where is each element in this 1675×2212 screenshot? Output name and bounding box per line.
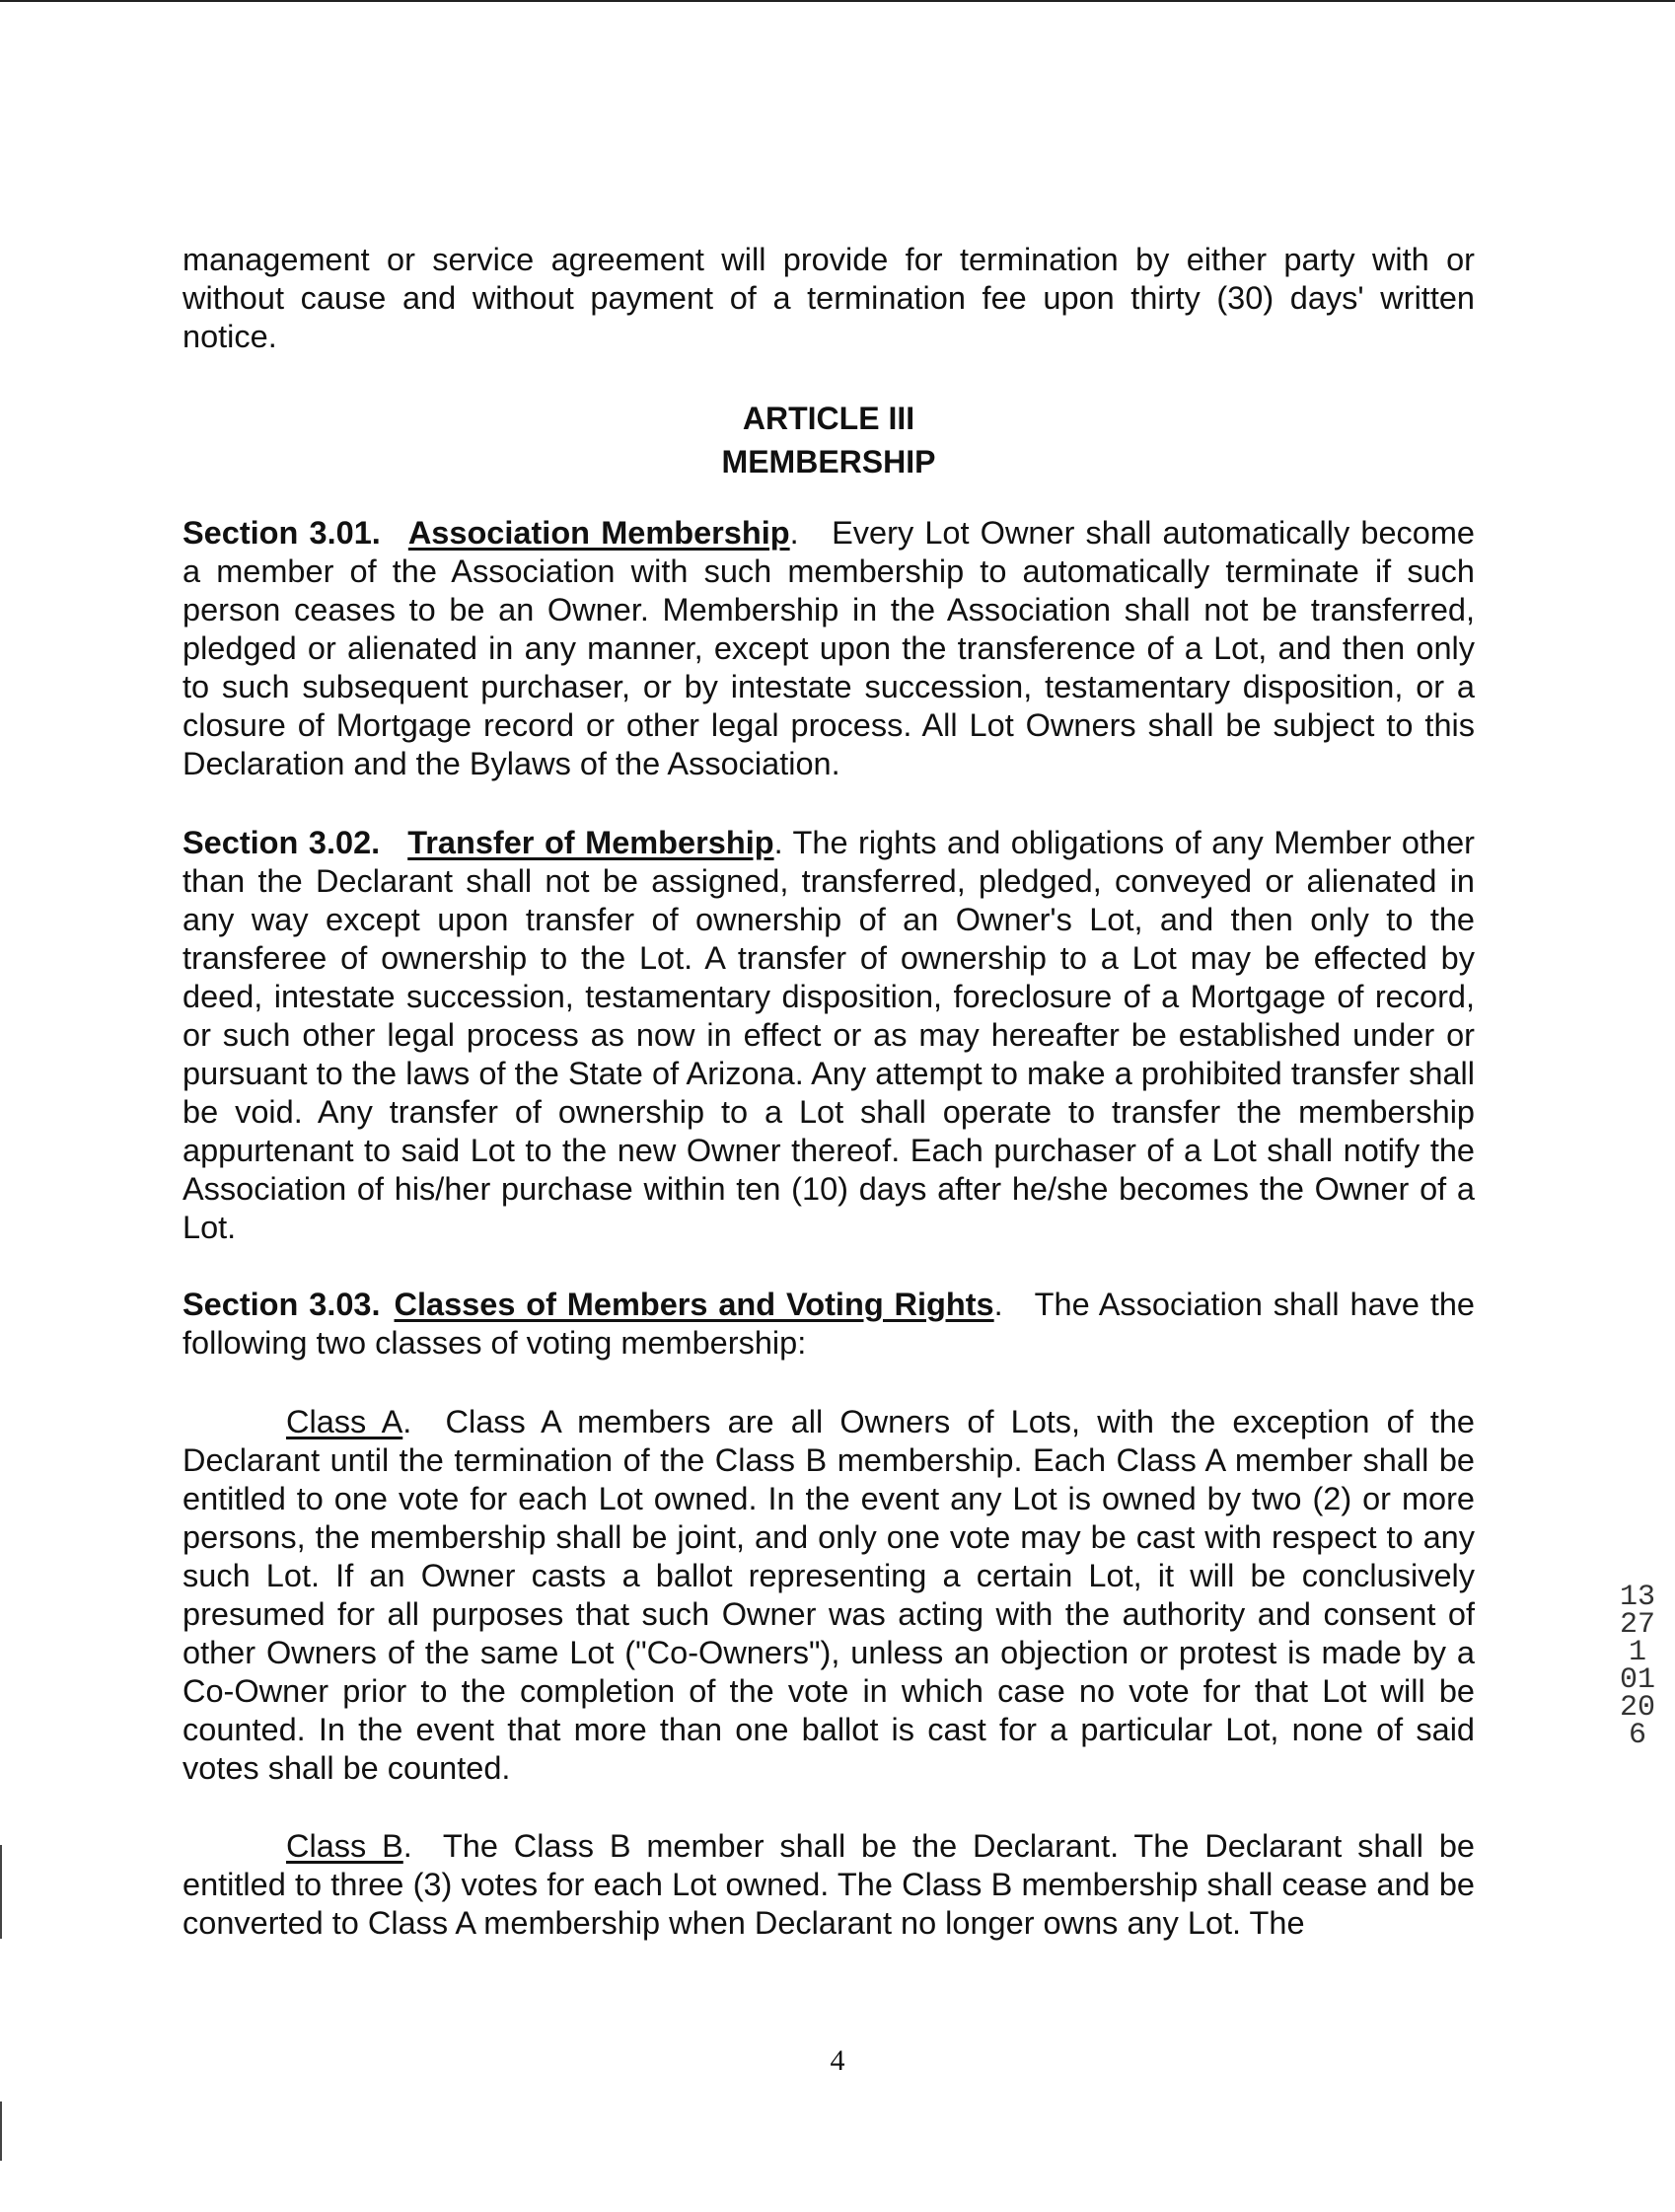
recording-number-stamp: 13271 01206 [1619,1581,1655,1752]
section-number: Section 3.01. [182,515,381,551]
class-body: The Class B member shall be the Declarant. The Declarant shall be entitled to three (3) votes for each Lot owned. The Class B membership shall cease and be converted to Class A membership when Declarant no longer owns any Lot. The [182,1828,1475,1941]
section-3-01: Section 3.01. Association Membership. Every Lot Owner shall automatically become a member of the Association with such membership to automatically terminate if such person ceases to be an Owner. Membership in the Association shall not be transferred, pledged or alienated in any manner, except upon the transference of a Lot, and then only to such subsequent purchaser, or by intestate succession, testamentary disposition, or a closure of Mortgage record or other legal process. All Lot Owners shall be subject to this Declaration and the Bylaws of the Association. [182,515,1475,781]
section-title: Association Membership [407,515,790,551]
top-scan-edge [0,0,1675,2]
section-3-02: Section 3.02. Transfer of Membership. The rights and obligations of any Member other than the Declarant shall not be assigned, transferred, pledged, conveyed or alienated in any way except upon transfer of ownership of an Owner's Lot, and then only to the transferee of ownership to the Lot. A transfer of ownership to a Lot may be effected by deed, intestate succession, testamentary disposition, foreclosure of a Mortgage of record, or such other legal process as now in effect or as may hereafter be established under or pursuant to the laws of the State of Arizona. Any attempt to make a prohibited transfer shall be void. Any transfer of ownership to a Lot shall operate to transfer the membership appurtenant to said Lot to the new Owner thereof. Each purchaser of a Lot shall notify the Association of his/her purchase within ten (10) days after he/she becomes the Owner of a Lot. [182,825,1475,1245]
section-number: Section 3.02. [182,825,381,860]
section-body: The Association shall have the following two classes of voting membership: [182,1287,1476,1361]
left-scan-mark [0,1845,2,1939]
article-title: MEMBERSHIP [721,444,936,479]
article-heading [182,397,1475,483]
class-label: Class A [286,1404,403,1439]
class-a-paragraph: Class A. Class A members are all Owners of Lots, with the exception of the Declarant until the termination of the Class B membership. Each Class A member shall be entitled to one vote for each Lot owned. In the event any Lot is owned by two (2) or more persons, the membership shall be joint, and only one vote may be cast with respect to any such Lot. If an Owner casts a ballot representing a certain Lot, it will be conclusively presumed for all purposes that such Owner was acting with the authority and consent of other Owners of the same Lot ("Co-Owners"), unless an objection or protest is made by a Co-Owner prior to the completion of the vote in which case no vote for that Lot will be counted. In the event that more than one ballot is cast for a particular Lot, none of said votes shall be counted. [182,1404,1476,1786]
section-title: Classes of Members and Voting Rights [394,1287,994,1322]
page-number: 4 [830,2044,845,2077]
section-3-03: Section 3.03. Classes of Members and Voting Rights. The Association shall have the following two classes of voting membership: [182,1287,1476,1361]
section-number: Section 3.03. [182,1287,381,1322]
class-body: Class A members are all Owners of Lots, with the exception of the Declarant until the termination of the Class B membership. Each Class A member shall be entitled to one vote for each Lot owned. In the event any Lot is owned by two (2) or more persons, the membership shall be joint, and only one vote may be cast with respect to any such Lot. If an Owner casts a ballot representing a certain Lot, it will be conclusively presumed for all purposes that such Owner was acting with the authority and consent of other Owners of the same Lot ("Co-Owners"), unless an objection or protest is made by a Co-Owner prior to the completion of the vote in which case no vote for that Lot will be counted. In the event that more than one ballot is cast for a particular Lot, none of said votes shall be counted. [182,1404,1476,1786]
left-scan-mark [0,2101,2,2161]
intro-paragraph: management or service agreement will provide for termination by either party with or without cause and without payment of a termination fee upon thirty (30) days' written notice. [182,242,1475,354]
section-body: The rights and obligations of any Member other than the Declarant shall not be assigned, transferred, pledged, conveyed or alienated in any way except upon transfer of ownership of an Owner's Lot, and then only to the transferee of ownership to the Lot. A transfer of ownership to a Lot may be effected by deed, intestate succession, testamentary disposition, foreclosure of a Mortgage of record, or such other legal process as now in effect or as may hereafter be established under or pursuant to the laws of the State of Arizona. Any attempt to make a prohibited transfer shall be void. Any transfer of ownership to a Lot shall operate to transfer the membership appurtenant to said Lot to the new Owner thereof. Each purchaser of a Lot shall notify the Association of his/her purchase within ten (10) days after he/she becomes the Owner of a Lot. [182,825,1475,1245]
article-number: ARTICLE III [742,401,915,436]
class-label: Class B [286,1828,403,1864]
section-body: Every Lot Owner shall automatically become a member of the Association with such membership to automatically terminate if such person ceases to be an Owner. Membership in the Association shall not be transferred, pledged or alienated in any manner, except upon the transference of a Lot, and then only to such subsequent purchaser, or by intestate succession, testamentary disposition, or a closure of Mortgage record or other legal process. All Lot Owners shall be subject to this Declaration and the Bylaws of the Association. [182,515,1475,781]
class-b-paragraph: Class B. The Class B member shall be the Declarant. The Declarant shall be entitled to three (3) votes for each Lot owned. The Class B membership shall cease and be converted to Class A membership when Declarant no longer owns any Lot. The [182,1828,1475,1941]
section-title: Transfer of Membership [407,825,774,860]
